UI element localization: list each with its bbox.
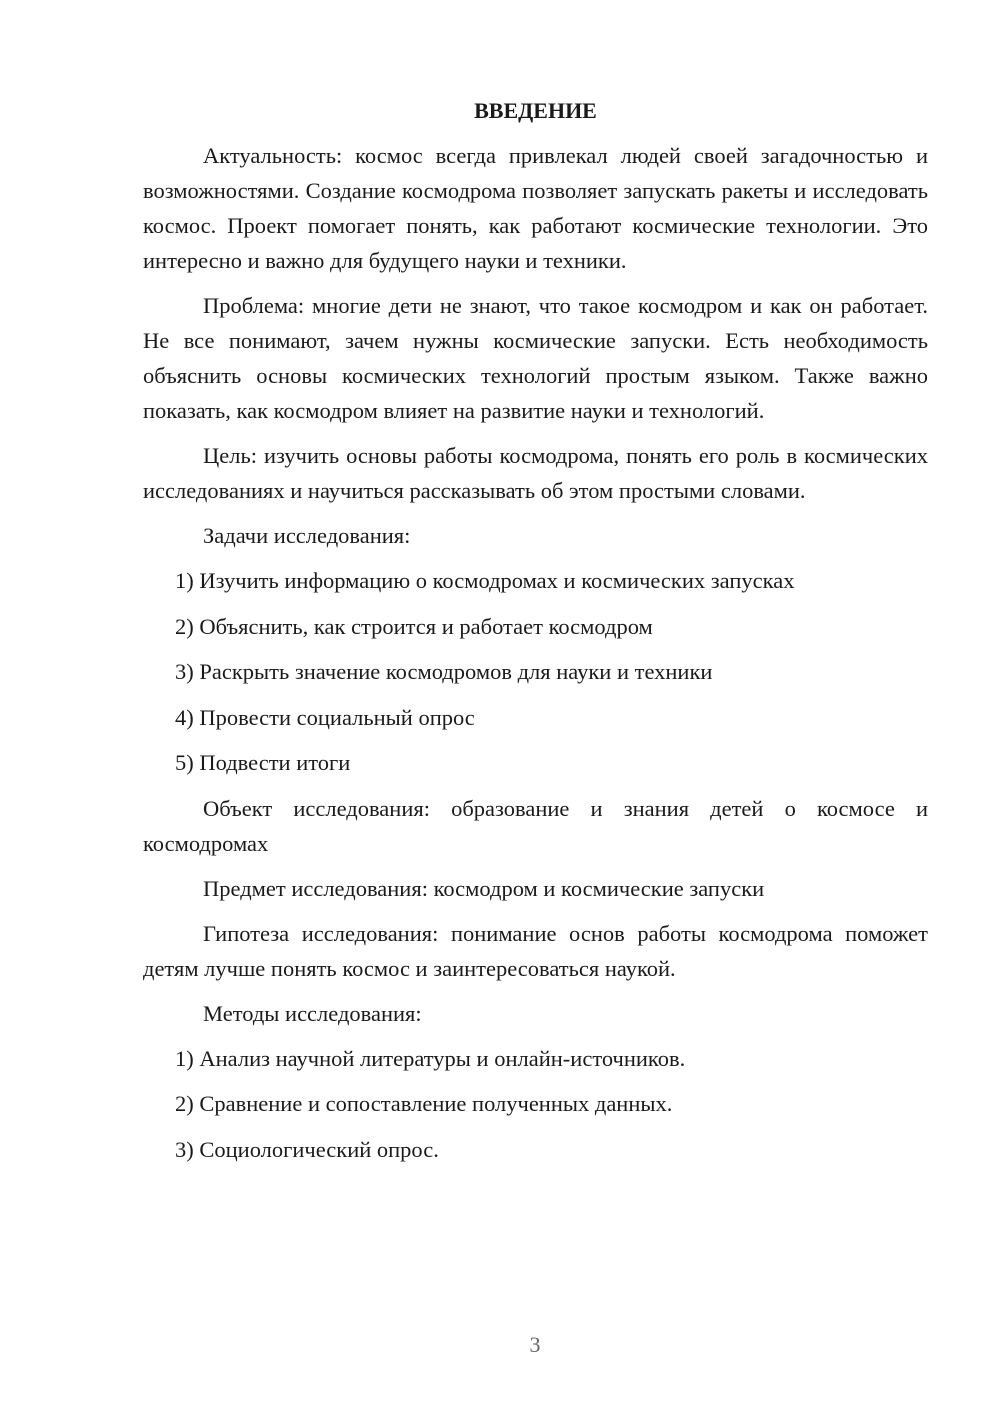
relevance-paragraph: Актуальность: космос всегда привлекал людей своей загадочностью и возможностями. Создание космодрома позволяет запускать ракеты и исследовать космос. Проект помогает понять, как работают космические технологии. Это интересно и важно для будущего науки и техники. (143, 143, 928, 273)
method-item: 1) Анализ научной литературы и онлайн-источников. (175, 1045, 686, 1071)
problem-paragraph: Проблема: многие дети не знают, что такое космодром и как он работает. Не все понимают, зачем нужны космические запуски. Есть необходимость объяснить основы космических технологий простым языком. Также важно показать, как космодром влияет на развитие науки и технологий. (143, 293, 928, 423)
task-item: 5) Подвести итоги (175, 750, 351, 775)
subject-paragraph: Предмет исследования: космодром и космические запуски (203, 875, 765, 901)
methods-heading: Методы исследования: (203, 1000, 422, 1026)
methods-list (143, 1041, 928, 1167)
method-item: 3) Социологический опрос. (175, 1136, 439, 1162)
task-item: 4) Провести социальный опрос (175, 704, 475, 730)
method-item: 2) Сравнение и сопоставление полученных данных. (175, 1091, 673, 1116)
task-item: 1) Изучить информацию о космодромах и космических запусках (175, 568, 795, 593)
goal-paragraph: Цель: изучить основы работы космодрома, понять его роль в космических исследованиях и научиться рассказывать об этом простыми словами. (143, 443, 928, 503)
tasks-heading: Задачи исследования: (203, 523, 411, 548)
task-item: 3) Раскрыть значение космодромов для науки и техники (175, 659, 713, 684)
section-title: ВВЕДЕНИЕ (474, 98, 597, 123)
object-paragraph: Объект исследования: образование и знания детей о космосе и космодромах (143, 795, 928, 856)
tasks-list (143, 563, 928, 780)
page-number: 3 (529, 1332, 541, 1357)
page-content (143, 93, 928, 1177)
hypothesis-paragraph: Гипотеза исследования: понимание основ работы космодрома поможет детям лучше понять космос и заинтересоваться наукой. (143, 920, 928, 981)
task-item: 2) Объяснить, как строится и работает космодром (175, 613, 653, 639)
